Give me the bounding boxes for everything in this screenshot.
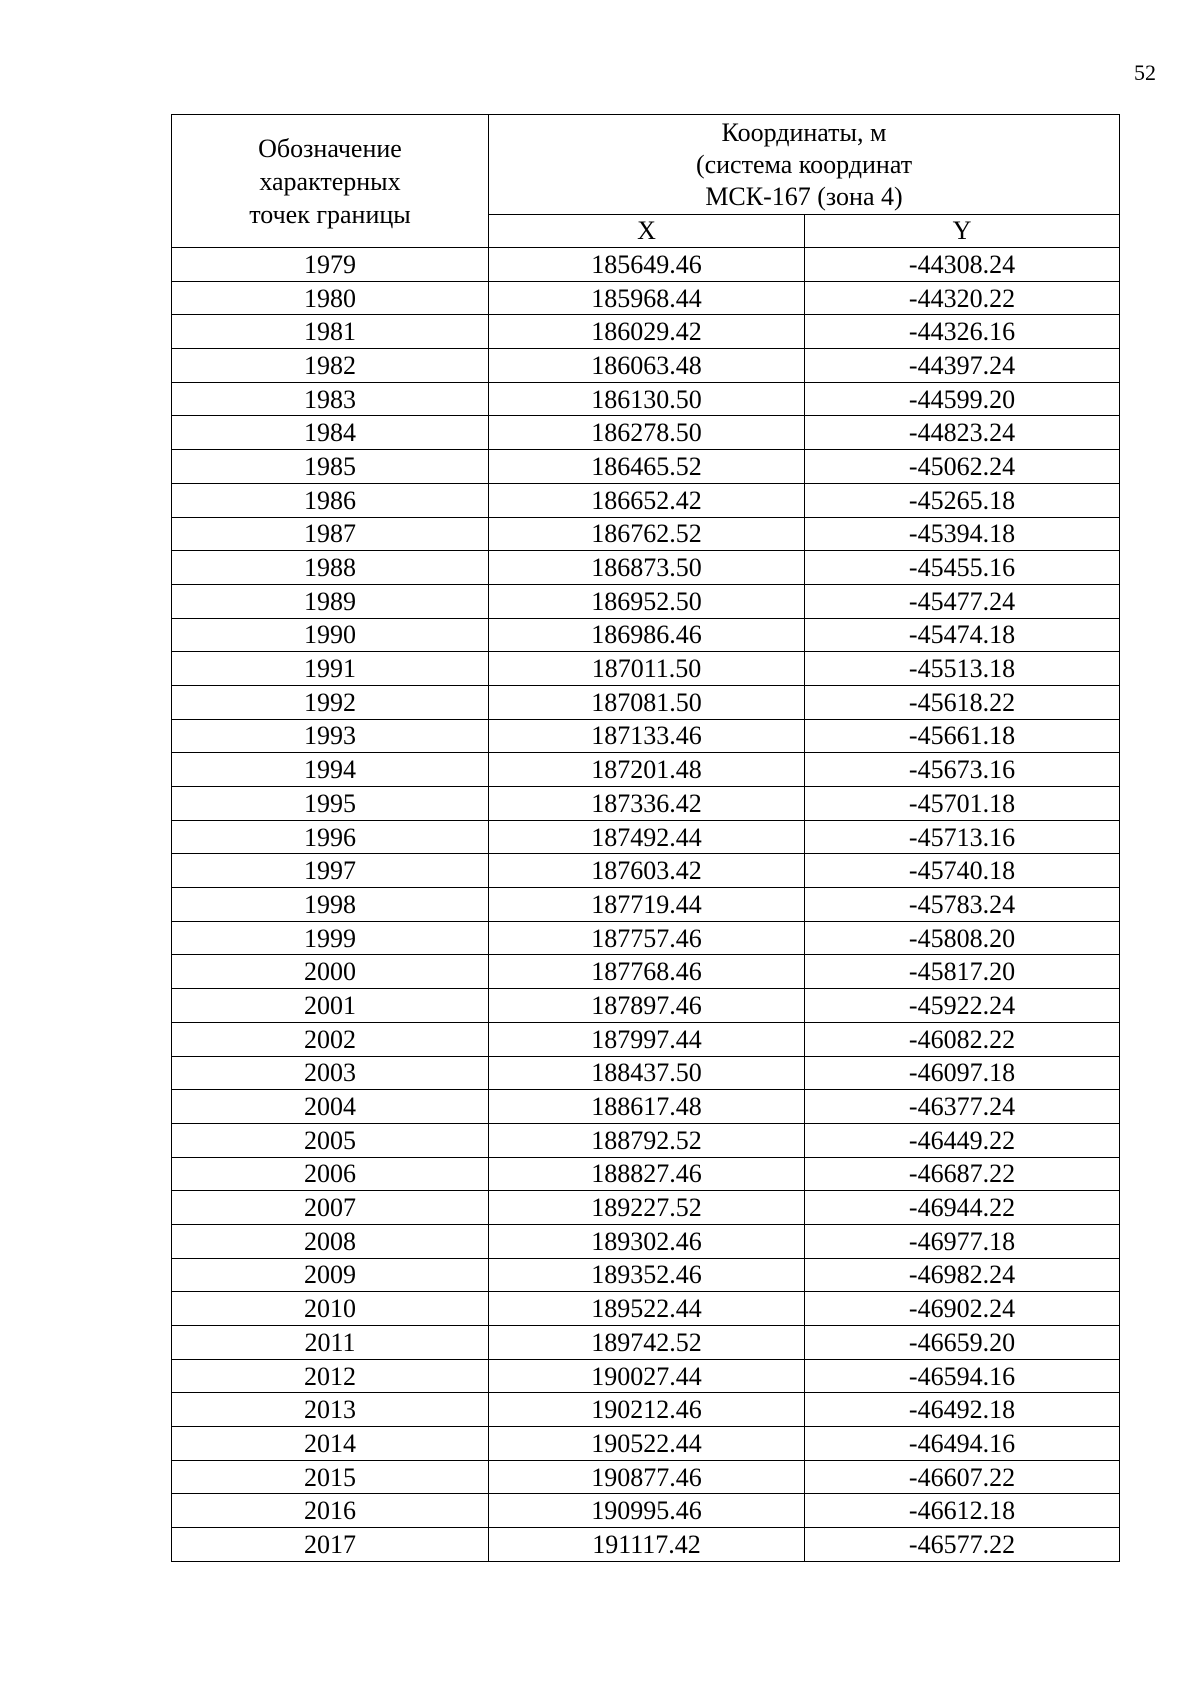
y-cell: -44308.24 bbox=[805, 248, 1120, 282]
y-cell: -45477.24 bbox=[805, 584, 1120, 618]
x-cell: 186986.46 bbox=[489, 618, 805, 652]
point-cell: 1983 bbox=[172, 382, 489, 416]
point-designation-header-line: характерных bbox=[259, 166, 401, 196]
coordinates-header-line: Координаты, м bbox=[721, 117, 887, 147]
x-cell: 189742.52 bbox=[489, 1326, 805, 1360]
table-row bbox=[172, 1056, 1120, 1090]
table-row bbox=[172, 854, 1120, 888]
x-cell: 190995.46 bbox=[489, 1494, 805, 1528]
x-cell: 188617.48 bbox=[489, 1090, 805, 1124]
y-cell: -46594.16 bbox=[805, 1359, 1120, 1393]
y-cell: -46687.22 bbox=[805, 1157, 1120, 1191]
point-cell: 2014 bbox=[172, 1427, 489, 1461]
point-cell: 2008 bbox=[172, 1224, 489, 1258]
x-cell: 186652.42 bbox=[489, 483, 805, 517]
point-cell: 1997 bbox=[172, 854, 489, 888]
x-cell: 187492.44 bbox=[489, 820, 805, 854]
point-cell: 2002 bbox=[172, 1022, 489, 1056]
x-cell: 187719.44 bbox=[489, 888, 805, 922]
y-cell: -46607.22 bbox=[805, 1460, 1120, 1494]
point-cell: 2011 bbox=[172, 1326, 489, 1360]
y-cell: -46944.22 bbox=[805, 1191, 1120, 1225]
y-cell: -46492.18 bbox=[805, 1393, 1120, 1427]
y-cell: -45808.20 bbox=[805, 921, 1120, 955]
y-cell: -46982.24 bbox=[805, 1258, 1120, 1292]
table-row bbox=[172, 382, 1120, 416]
table-row bbox=[172, 1326, 1120, 1360]
y-cell: -46082.22 bbox=[805, 1022, 1120, 1056]
point-cell: 2005 bbox=[172, 1123, 489, 1157]
table-row bbox=[172, 416, 1120, 450]
table-row bbox=[172, 1258, 1120, 1292]
y-cell: -44320.22 bbox=[805, 281, 1120, 315]
page-number: 52 bbox=[1134, 60, 1156, 85]
table-row bbox=[172, 753, 1120, 787]
y-cell: -44823.24 bbox=[805, 416, 1120, 450]
coordinates-header-line: (система координат bbox=[695, 149, 913, 179]
table-row bbox=[172, 1224, 1120, 1258]
table-row bbox=[172, 820, 1120, 854]
table-row bbox=[172, 551, 1120, 585]
x-cell: 186278.50 bbox=[489, 416, 805, 450]
x-cell: 188437.50 bbox=[489, 1056, 805, 1090]
x-cell: 188827.46 bbox=[489, 1157, 805, 1191]
point-cell: 1989 bbox=[172, 584, 489, 618]
x-cell: 187897.46 bbox=[489, 989, 805, 1023]
table-row bbox=[172, 618, 1120, 652]
point-cell: 1981 bbox=[172, 315, 489, 349]
point-cell: 1985 bbox=[172, 450, 489, 484]
table-body bbox=[172, 248, 1120, 1562]
table-row bbox=[172, 1292, 1120, 1326]
point-cell: 2000 bbox=[172, 955, 489, 989]
point-cell: 2006 bbox=[172, 1157, 489, 1191]
y-cell: -46902.24 bbox=[805, 1292, 1120, 1326]
point-cell: 2010 bbox=[172, 1292, 489, 1326]
table-row bbox=[172, 719, 1120, 753]
x-cell: 187201.48 bbox=[489, 753, 805, 787]
point-cell: 2017 bbox=[172, 1528, 489, 1562]
table-row bbox=[172, 1022, 1120, 1056]
point-cell: 1994 bbox=[172, 753, 489, 787]
y-cell: -45740.18 bbox=[805, 854, 1120, 888]
x-cell: 189302.46 bbox=[489, 1224, 805, 1258]
point-designation-header-line: точек границы bbox=[249, 199, 411, 229]
table-row bbox=[172, 315, 1120, 349]
y-cell: -45513.18 bbox=[805, 652, 1120, 686]
table-row bbox=[172, 517, 1120, 551]
point-cell: 1998 bbox=[172, 888, 489, 922]
x-cell: 185968.44 bbox=[489, 281, 805, 315]
y-cell: -45661.18 bbox=[805, 719, 1120, 753]
point-cell: 2007 bbox=[172, 1191, 489, 1225]
x-cell: 188792.52 bbox=[489, 1123, 805, 1157]
point-cell: 2001 bbox=[172, 989, 489, 1023]
point-cell: 1980 bbox=[172, 281, 489, 315]
x-cell: 187757.46 bbox=[489, 921, 805, 955]
table-row bbox=[172, 1123, 1120, 1157]
y-cell: -44599.20 bbox=[805, 382, 1120, 416]
y-cell: -46612.18 bbox=[805, 1494, 1120, 1528]
y-cell: -45783.24 bbox=[805, 888, 1120, 922]
point-cell: 1986 bbox=[172, 483, 489, 517]
point-cell: 1987 bbox=[172, 517, 489, 551]
point-cell: 1993 bbox=[172, 719, 489, 753]
y-cell: -46449.22 bbox=[805, 1123, 1120, 1157]
table-row bbox=[172, 584, 1120, 618]
y-cell: -46494.16 bbox=[805, 1427, 1120, 1461]
point-cell: 1988 bbox=[172, 551, 489, 585]
point-cell: 1990 bbox=[172, 618, 489, 652]
y-cell: -45922.24 bbox=[805, 989, 1120, 1023]
table-row bbox=[172, 1393, 1120, 1427]
point-cell: 1992 bbox=[172, 685, 489, 719]
table-row bbox=[172, 1090, 1120, 1124]
table-row bbox=[172, 450, 1120, 484]
x-cell: 189227.52 bbox=[489, 1191, 805, 1225]
point-designation-header bbox=[172, 115, 489, 248]
y-cell: -45062.24 bbox=[805, 450, 1120, 484]
table-row bbox=[172, 989, 1120, 1023]
coordinates-header-line: МСК-167 (зона 4) bbox=[705, 181, 903, 211]
table-row bbox=[172, 1460, 1120, 1494]
y-cell: -45618.22 bbox=[805, 685, 1120, 719]
y-cell: -46659.20 bbox=[805, 1326, 1120, 1360]
x-cell: 187011.50 bbox=[489, 652, 805, 686]
x-cell: 191117.42 bbox=[489, 1528, 805, 1562]
x-cell: 185649.46 bbox=[489, 248, 805, 282]
point-designation-header-line: Обозначение bbox=[258, 133, 402, 163]
x-cell: 189522.44 bbox=[489, 1292, 805, 1326]
x-cell: 186029.42 bbox=[489, 315, 805, 349]
table-header bbox=[172, 115, 1120, 248]
point-cell: 1996 bbox=[172, 820, 489, 854]
table-row bbox=[172, 888, 1120, 922]
x-cell: 186130.50 bbox=[489, 382, 805, 416]
table-row bbox=[172, 652, 1120, 686]
point-cell: 2015 bbox=[172, 1460, 489, 1494]
x-cell: 186063.48 bbox=[489, 349, 805, 383]
y-column-header: Y bbox=[805, 215, 1120, 248]
x-cell: 190027.44 bbox=[489, 1359, 805, 1393]
table-row bbox=[172, 921, 1120, 955]
point-cell: 1979 bbox=[172, 248, 489, 282]
y-cell: -44397.24 bbox=[805, 349, 1120, 383]
x-cell: 187768.46 bbox=[489, 955, 805, 989]
y-cell: -46097.18 bbox=[805, 1056, 1120, 1090]
x-cell: 190877.46 bbox=[489, 1460, 805, 1494]
point-cell: 1982 bbox=[172, 349, 489, 383]
table-row bbox=[172, 1427, 1120, 1461]
point-cell: 2016 bbox=[172, 1494, 489, 1528]
x-cell: 186873.50 bbox=[489, 551, 805, 585]
x-column-header: X bbox=[489, 215, 805, 248]
table-row bbox=[172, 248, 1120, 282]
y-cell: -46977.18 bbox=[805, 1224, 1120, 1258]
x-cell: 190212.46 bbox=[489, 1393, 805, 1427]
y-cell: -45701.18 bbox=[805, 787, 1120, 821]
table-row bbox=[172, 1528, 1120, 1562]
x-cell: 187133.46 bbox=[489, 719, 805, 753]
y-cell: -44326.16 bbox=[805, 315, 1120, 349]
x-cell: 190522.44 bbox=[489, 1427, 805, 1461]
point-cell: 1991 bbox=[172, 652, 489, 686]
table-row bbox=[172, 349, 1120, 383]
table-row bbox=[172, 787, 1120, 821]
point-cell: 2004 bbox=[172, 1090, 489, 1124]
coordinates-table bbox=[171, 114, 1120, 1562]
table-row bbox=[172, 1359, 1120, 1393]
y-cell: -46577.22 bbox=[805, 1528, 1120, 1562]
table-row bbox=[172, 1157, 1120, 1191]
point-cell: 2012 bbox=[172, 1359, 489, 1393]
table-row bbox=[172, 1494, 1120, 1528]
x-cell: 187603.42 bbox=[489, 854, 805, 888]
x-cell: 189352.46 bbox=[489, 1258, 805, 1292]
point-cell: 2009 bbox=[172, 1258, 489, 1292]
table-row bbox=[172, 955, 1120, 989]
y-cell: -45265.18 bbox=[805, 483, 1120, 517]
x-cell: 187081.50 bbox=[489, 685, 805, 719]
table-row bbox=[172, 685, 1120, 719]
table-row bbox=[172, 281, 1120, 315]
point-cell: 1995 bbox=[172, 787, 489, 821]
x-cell: 187336.42 bbox=[489, 787, 805, 821]
y-cell: -45394.18 bbox=[805, 517, 1120, 551]
point-cell: 1984 bbox=[172, 416, 489, 450]
x-cell: 186952.50 bbox=[489, 584, 805, 618]
y-cell: -45673.16 bbox=[805, 753, 1120, 787]
y-cell: -45713.16 bbox=[805, 820, 1120, 854]
point-cell: 2013 bbox=[172, 1393, 489, 1427]
y-cell: -45817.20 bbox=[805, 955, 1120, 989]
point-cell: 2003 bbox=[172, 1056, 489, 1090]
x-cell: 186762.52 bbox=[489, 517, 805, 551]
x-cell: 187997.44 bbox=[489, 1022, 805, 1056]
point-cell: 1999 bbox=[172, 921, 489, 955]
x-cell: 186465.52 bbox=[489, 450, 805, 484]
coordinates-header bbox=[489, 115, 1120, 215]
table-row bbox=[172, 1191, 1120, 1225]
y-cell: -46377.24 bbox=[805, 1090, 1120, 1124]
y-cell: -45474.18 bbox=[805, 618, 1120, 652]
y-cell: -45455.16 bbox=[805, 551, 1120, 585]
table-row bbox=[172, 483, 1120, 517]
